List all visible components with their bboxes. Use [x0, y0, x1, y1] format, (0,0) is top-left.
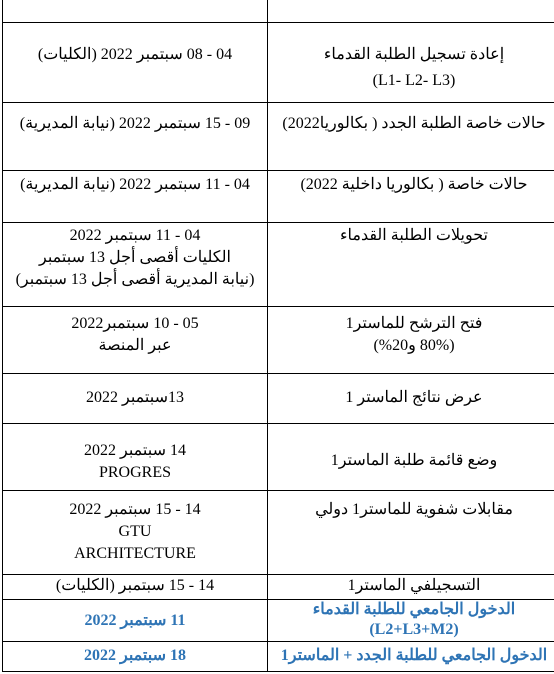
event-cell [268, 223, 554, 307]
date-text: PROGRES [98, 464, 172, 481]
event-cell [268, 600, 554, 642]
date-text: 05 - 10 سبتمبر2022 [71, 315, 199, 332]
date-text: GTU [118, 523, 152, 540]
date-text: (نيابة المديرية أقصى أجل 13 سبتمبر) [15, 271, 255, 288]
event-text: حالات خاصة ( بكالوريا داخلية 2022) [300, 176, 528, 193]
date-text: 11 سبتمبر 2022 [84, 611, 186, 629]
event-cell [268, 642, 554, 672]
date-text: 18 سبتمبر 2022 [84, 647, 186, 664]
date-text: 14 سبتمبر 2022 [84, 442, 186, 459]
event-text: التسجيلفي الماستر1 [347, 577, 481, 594]
event-text: (L1- L2- L3) [372, 72, 456, 89]
event-text: (L2+L3+M2) [369, 621, 459, 638]
event-cell [268, 491, 554, 575]
event-text: مقابلات شفوية للماستر1 دولي [315, 501, 513, 518]
event-cell [268, 23, 554, 103]
event-text: وضع قائمة طلبة الماستر1 [330, 452, 498, 469]
date-text: 04 - 08 سبتمبر 2022 (الكليات) [37, 46, 233, 63]
event-text: فتح الترشح للماستر1 [345, 315, 483, 332]
table-row [3, 307, 554, 374]
table-row [3, 642, 554, 672]
schedule-table [2, 0, 554, 672]
event-text: إعادة تسجيل الطلبة القدماء [323, 46, 505, 63]
event-cell [268, 0, 554, 23]
date-cell [3, 491, 268, 575]
date-text: عبر المنصة [98, 337, 172, 354]
date-cell [3, 374, 268, 424]
date-text: الكليات أقصى أجل 13 سبتمبر [39, 249, 231, 266]
table-row [3, 103, 554, 171]
event-cell [268, 374, 554, 424]
date-cell [3, 575, 268, 600]
date-cell [3, 223, 268, 307]
event-cell [268, 307, 554, 374]
event-text: تحويلات الطلبة القدماء [339, 227, 489, 244]
table-row [3, 223, 554, 307]
date-text: 09 - 15 سبتمبر 2022 (نيابة المديرية) [19, 115, 251, 132]
event-text: (80% و20%) [373, 337, 455, 354]
table-row [3, 171, 554, 223]
event-cell [268, 424, 554, 491]
date-cell [3, 0, 268, 23]
table-row [3, 0, 554, 23]
event-cell [268, 103, 554, 171]
date-cell [3, 600, 268, 642]
date-text: 14 - 15 سبتمبر 2022 [69, 501, 201, 518]
table-row [3, 23, 554, 103]
event-text: عرض نتائج الماستر 1 [345, 389, 483, 406]
date-text: 04 - 11 سبتمبر 2022 (نيابة المديرية) [20, 176, 250, 193]
date-cell [3, 642, 268, 672]
date-text: 14 - 15 سبتمبر (الكليات) [55, 577, 215, 594]
event-text: حالات خاصة الطلبة الجدد ( بكالوريا2022) [282, 115, 546, 132]
table-row [3, 491, 554, 575]
date-cell [3, 23, 268, 103]
date-text: 04 - 11 سبتمبر 2022 [69, 227, 201, 244]
event-cell [268, 575, 554, 600]
date-cell [3, 307, 268, 374]
date-cell [3, 424, 268, 491]
table-row [3, 424, 554, 491]
date-text: 13سبتمبر 2022 [86, 389, 184, 406]
table-row [3, 374, 554, 424]
event-text: الدخول الجامعي للطلبة القدماء [312, 601, 516, 618]
date-text: ARCHITECTURE [74, 545, 196, 562]
table-row [3, 600, 554, 642]
table-row [3, 575, 554, 600]
date-cell [3, 103, 268, 171]
event-cell [268, 171, 554, 223]
date-cell [3, 171, 268, 223]
event-text: الدخول الجامعي للطلبة الجدد + الماستر1 [280, 647, 548, 664]
